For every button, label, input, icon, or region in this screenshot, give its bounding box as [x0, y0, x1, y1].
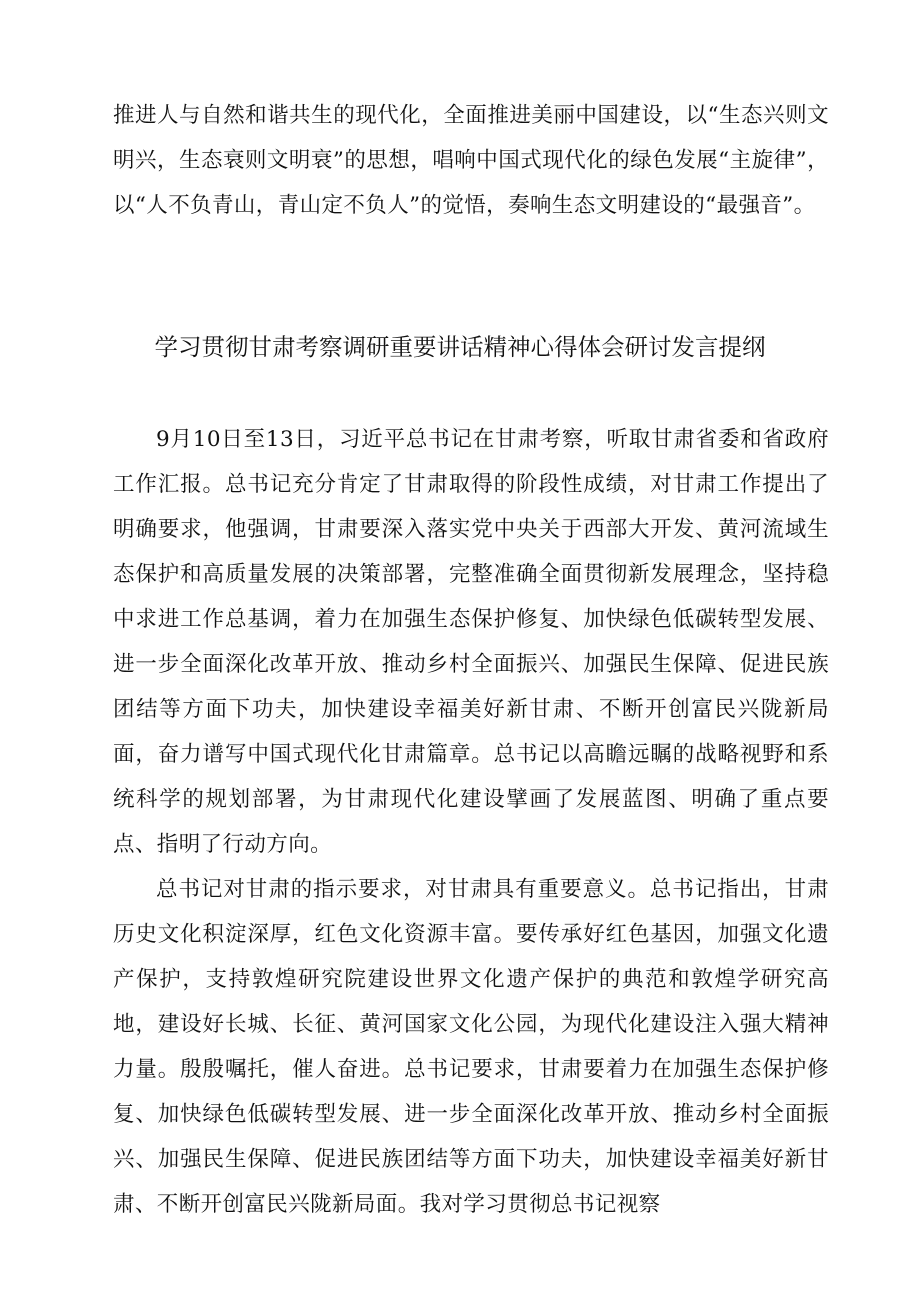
intro-paragraph-block: [113, 93, 829, 228]
intro-paragraph: 推进人与自然和谐共生的现代化，全面推进美丽中国建设，以“生态兴则文明兴，生态衰则文明衰”的思想，唱响中国式现代化的绿色发展“主旋律”，以“人不负青山，青山定不负人”的觉悟，奏响生态文明建设的“最强音”。: [113, 103, 829, 218]
body-paragraph-1: 9月10日至13日，习近平总书记在甘肃考察，听取甘肃省委和省政府工作汇报。总书记充分肯定了甘肃取得的阶段性成绩，对甘肃工作提出了明确要求，他强调，甘肃要深入落实党中央关于西部大开发、黄河流域生态保护和高质量发展的决策部署，完整准确全面贯彻新发展理念，坚持稳中求进工作总基调，着力在加强生态保护修复、加快绿色低碳转型发展、进一步全面深化改革开放、推动乡村全面振兴、加强民生保障、促进民族团结等方面下功夫，加快建设幸福美好新甘肃、不断开创富民兴陇新局面，奋力谱写中国式现代化甘肃篇章。总书记以高瞻远瞩的战略视野和系统科学的规划部署，为甘肃现代化建设擘画了发展蓝图、明确了重点要点、指明了行动方向。: [113, 427, 829, 857]
body-paragraph-2: 总书记对甘肃的指示要求，对甘肃具有重要意义。总书记指出，甘肃历史文化积淀深厚，红色文化资源丰富。要传承好红色基因，加强文化遗产保护，支持敦煌研究院建设世界文化遗产保护的典范和敦煌学研究高地，建设好长城、长征、黄河国家文化公园，为现代化建设注入强大精神力量。殷殷嘱托，催人奋进。总书记要求，甘肃要着力在加强生态保护修复、加快绿色低碳转型发展、进一步全面深化改革开放、推动乡村全面振兴、加强民生保障、促进民族团结等方面下功夫，加快建设幸福美好新甘肃、不断开创富民兴陇新局面。我对学习贯彻总书记视察: [113, 877, 829, 1217]
body-text-block: [113, 417, 829, 1227]
document-title: 学习贯彻甘肃考察调研重要讲话精神心得体会研讨发言提纲: [154, 333, 766, 361]
